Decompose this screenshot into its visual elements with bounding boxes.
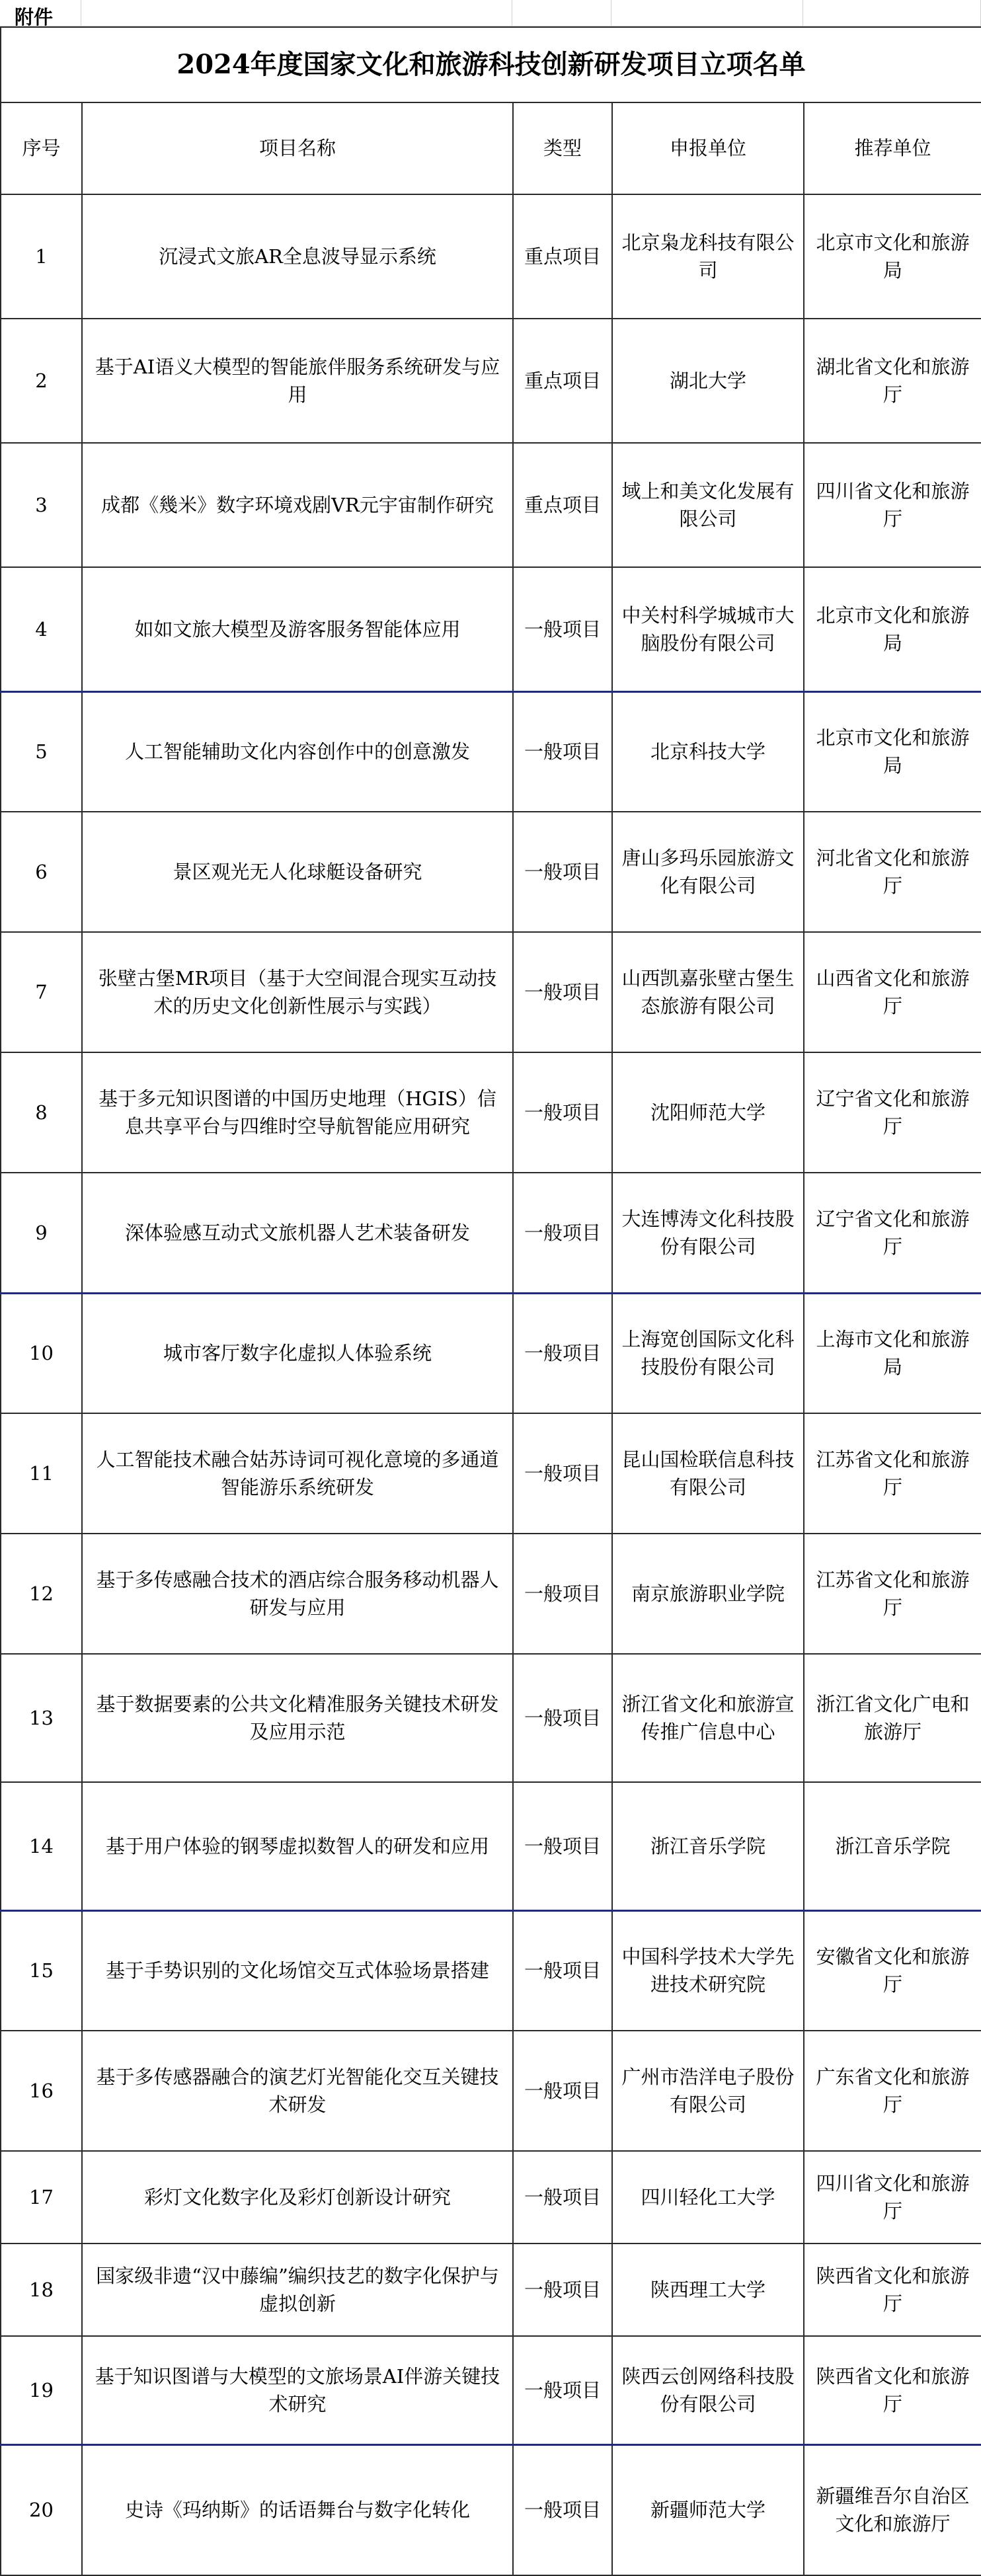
cell-recommender: 河北省文化和旅游厅 [804, 812, 981, 932]
table-row [1, 1910, 981, 2031]
cell-no: 16 [1, 2031, 82, 2151]
cell-project-name: 基于知识图谱与大模型的文旅场景AI伴游关键技术研究 [82, 2336, 513, 2444]
cell-project-name: 基于多传感融合技术的酒店综合服务移动机器人研发与应用 [82, 1534, 513, 1654]
cell-applicant: 山西凯嘉张壁古堡生态旅游有限公司 [612, 932, 804, 1052]
cell-type: 一般项目 [513, 2336, 612, 2444]
cell-applicant: 新疆师范大学 [612, 2444, 804, 2575]
cell-applicant: 浙江音乐学院 [612, 1782, 804, 1910]
cell-applicant: 南京旅游职业学院 [612, 1534, 804, 1654]
cell-recommender: 辽宁省文化和旅游厅 [804, 1173, 981, 1293]
cell-recommender: 四川省文化和旅游厅 [804, 443, 981, 567]
cell-recommender: 四川省文化和旅游厅 [804, 2151, 981, 2244]
table-row [1, 194, 981, 319]
table-row [1, 443, 981, 567]
cell-type: 一般项目 [513, 1173, 612, 1293]
sheet-cell [512, 0, 611, 26]
header-no: 序号 [1, 102, 82, 194]
table-row [1, 1782, 981, 1910]
cell-type: 一般项目 [513, 2151, 612, 2244]
cell-project-name: 人工智能技术融合姑苏诗词可视化意境的多通道智能游乐系统研发 [82, 1413, 513, 1534]
table-row [1, 1052, 981, 1173]
table-row [1, 1413, 981, 1534]
table-row [1, 1293, 981, 1413]
cell-applicant: 大连博涛文化科技股份有限公司 [612, 1173, 804, 1293]
cell-type: 重点项目 [513, 443, 612, 567]
cell-project-name: 基于手势识别的文化场馆交互式体验场景搭建 [82, 1910, 513, 2031]
header-type: 类型 [513, 102, 612, 194]
cell-recommender: 北京市文化和旅游局 [804, 194, 981, 319]
cell-no: 10 [1, 1293, 82, 1413]
table-row [1, 2244, 981, 2336]
sheet-cell [611, 0, 803, 26]
cell-no: 11 [1, 1413, 82, 1534]
cell-recommender: 江苏省文化和旅游厅 [804, 1534, 981, 1654]
table-row [1, 691, 981, 812]
header-project-name: 项目名称 [82, 102, 513, 194]
header-row [1, 102, 981, 194]
sheet-cell [803, 0, 981, 26]
cell-applicant: 浙江省文化和旅游宣传推广信息中心 [612, 1654, 804, 1782]
table-row [1, 932, 981, 1052]
cell-project-name: 景区观光无人化球艇设备研究 [82, 812, 513, 932]
cell-type: 一般项目 [513, 1293, 612, 1413]
project-list-table [0, 26, 981, 2576]
attachment-row [0, 0, 981, 26]
cell-project-name: 如如文旅大模型及游客服务智能体应用 [82, 567, 513, 691]
cell-recommender: 江苏省文化和旅游厅 [804, 1413, 981, 1534]
cell-project-name: 基于多传感器融合的演艺灯光智能化交互关键技术研发 [82, 2031, 513, 2151]
table-row [1, 1534, 981, 1654]
cell-applicant: 唐山多玛乐园旅游文化有限公司 [612, 812, 804, 932]
cell-recommender: 北京市文化和旅游局 [804, 567, 981, 691]
cell-type: 一般项目 [513, 1654, 612, 1782]
cell-applicant: 北京枭龙科技有限公司 [612, 194, 804, 319]
cell-type: 一般项目 [513, 1782, 612, 1910]
cell-applicant: 四川轻化工大学 [612, 2151, 804, 2244]
table-row [1, 2444, 981, 2575]
cell-project-name: 深体验感互动式文旅机器人艺术装备研发 [82, 1173, 513, 1293]
cell-no: 12 [1, 1534, 82, 1654]
cell-no: 6 [1, 812, 82, 932]
cell-applicant: 广州市浩洋电子股份有限公司 [612, 2031, 804, 2151]
cell-project-name: 成都《幾米》数字环境戏剧VR元宇宙制作研究 [82, 443, 513, 567]
cell-no: 17 [1, 2151, 82, 2244]
cell-type: 一般项目 [513, 2244, 612, 2336]
cell-recommender: 山西省文化和旅游厅 [804, 932, 981, 1052]
header-applicant: 申报单位 [612, 102, 804, 194]
cell-applicant: 昆山国检联信息科技有限公司 [612, 1413, 804, 1534]
cell-no: 8 [1, 1052, 82, 1173]
cell-recommender: 陕西省文化和旅游厅 [804, 2244, 981, 2336]
cell-type: 一般项目 [513, 2444, 612, 2575]
cell-type: 一般项目 [513, 567, 612, 691]
cell-no: 14 [1, 1782, 82, 1910]
cell-no: 15 [1, 1910, 82, 2031]
table-row [1, 812, 981, 932]
cell-recommender: 新疆维吾尔自治区文化和旅游厅 [804, 2444, 981, 2575]
cell-applicant: 上海宽创国际文化科技股份有限公司 [612, 1293, 804, 1413]
cell-type: 重点项目 [513, 194, 612, 319]
cell-no: 5 [1, 691, 82, 812]
cell-project-name: 基于AI语义大模型的智能旅伴服务系统研发与应用 [82, 319, 513, 443]
cell-project-name: 史诗《玛纳斯》的话语舞台与数字化转化 [82, 2444, 513, 2575]
cell-type: 一般项目 [513, 932, 612, 1052]
table-row [1, 1173, 981, 1293]
cell-recommender: 浙江音乐学院 [804, 1782, 981, 1910]
table-row [1, 2151, 981, 2244]
cell-recommender: 辽宁省文化和旅游厅 [804, 1052, 981, 1173]
cell-project-name: 沉浸式文旅AR全息波导显示系统 [82, 194, 513, 319]
cell-project-name: 人工智能辅助文化内容创作中的创意激发 [82, 691, 513, 812]
cell-type: 一般项目 [513, 1534, 612, 1654]
attachment-label: 附件 [15, 6, 54, 28]
cell-type: 一般项目 [513, 1910, 612, 2031]
cell-project-name: 基于多元知识图谱的中国历史地理（HGIS）信息共享平台与四维时空导航智能应用研究 [82, 1052, 513, 1173]
cell-recommender: 广东省文化和旅游厅 [804, 2031, 981, 2151]
cell-no: 2 [1, 319, 82, 443]
document-title: 2024年度国家文化和旅游科技创新研发项目立项名单 [1, 27, 981, 102]
table-row [1, 567, 981, 691]
cell-no: 20 [1, 2444, 82, 2575]
cell-type: 一般项目 [513, 2031, 612, 2151]
cell-applicant: 陕西云创网络科技股份有限公司 [612, 2336, 804, 2444]
cell-applicant: 中国科学技术大学先进技术研究院 [612, 1910, 804, 2031]
table-row [1, 319, 981, 443]
cell-type: 一般项目 [513, 1052, 612, 1173]
cell-applicant: 沈阳师范大学 [612, 1052, 804, 1173]
cell-no: 19 [1, 2336, 82, 2444]
table-row [1, 1654, 981, 1782]
cell-no: 9 [1, 1173, 82, 1293]
cell-applicant: 域上和美文化发展有限公司 [612, 443, 804, 567]
cell-recommender: 北京市文化和旅游局 [804, 691, 981, 812]
cell-type: 一般项目 [513, 1413, 612, 1534]
cell-no: 1 [1, 194, 82, 319]
cell-project-name: 基于数据要素的公共文化精准服务关键技术研发及应用示范 [82, 1654, 513, 1782]
cell-project-name: 城市客厅数字化虚拟人体验系统 [82, 1293, 513, 1413]
cell-no: 18 [1, 2244, 82, 2336]
cell-recommender: 湖北省文化和旅游厅 [804, 319, 981, 443]
cell-project-name: 基于用户体验的钢琴虚拟数智人的研发和应用 [82, 1782, 513, 1910]
cell-recommender: 浙江省文化广电和旅游厅 [804, 1654, 981, 1782]
table-row [1, 2336, 981, 2444]
cell-project-name: 张壁古堡MR项目（基于大空间混合现实互动技术的历史文化创新性展示与实践） [82, 932, 513, 1052]
cell-recommender: 安徽省文化和旅游厅 [804, 1910, 981, 2031]
cell-type: 重点项目 [513, 319, 612, 443]
cell-recommender: 上海市文化和旅游局 [804, 1293, 981, 1413]
cell-type: 一般项目 [513, 691, 612, 812]
sheet-cell [81, 0, 512, 26]
header-recommender: 推荐单位 [804, 102, 981, 194]
cell-no: 3 [1, 443, 82, 567]
table-row [1, 2031, 981, 2151]
cell-project-name: 国家级非遗“汉中藤编”编织技艺的数字化保护与虚拟创新 [82, 2244, 513, 2336]
cell-no: 13 [1, 1654, 82, 1782]
cell-applicant: 湖北大学 [612, 319, 804, 443]
cell-project-name: 彩灯文化数字化及彩灯创新设计研究 [82, 2151, 513, 2244]
cell-applicant: 北京科技大学 [612, 691, 804, 812]
cell-recommender: 陕西省文化和旅游厅 [804, 2336, 981, 2444]
cell-applicant: 中关村科学城城市大脑股份有限公司 [612, 567, 804, 691]
cell-no: 4 [1, 567, 82, 691]
cell-type: 一般项目 [513, 812, 612, 932]
cell-no: 7 [1, 932, 82, 1052]
cell-applicant: 陕西理工大学 [612, 2244, 804, 2336]
